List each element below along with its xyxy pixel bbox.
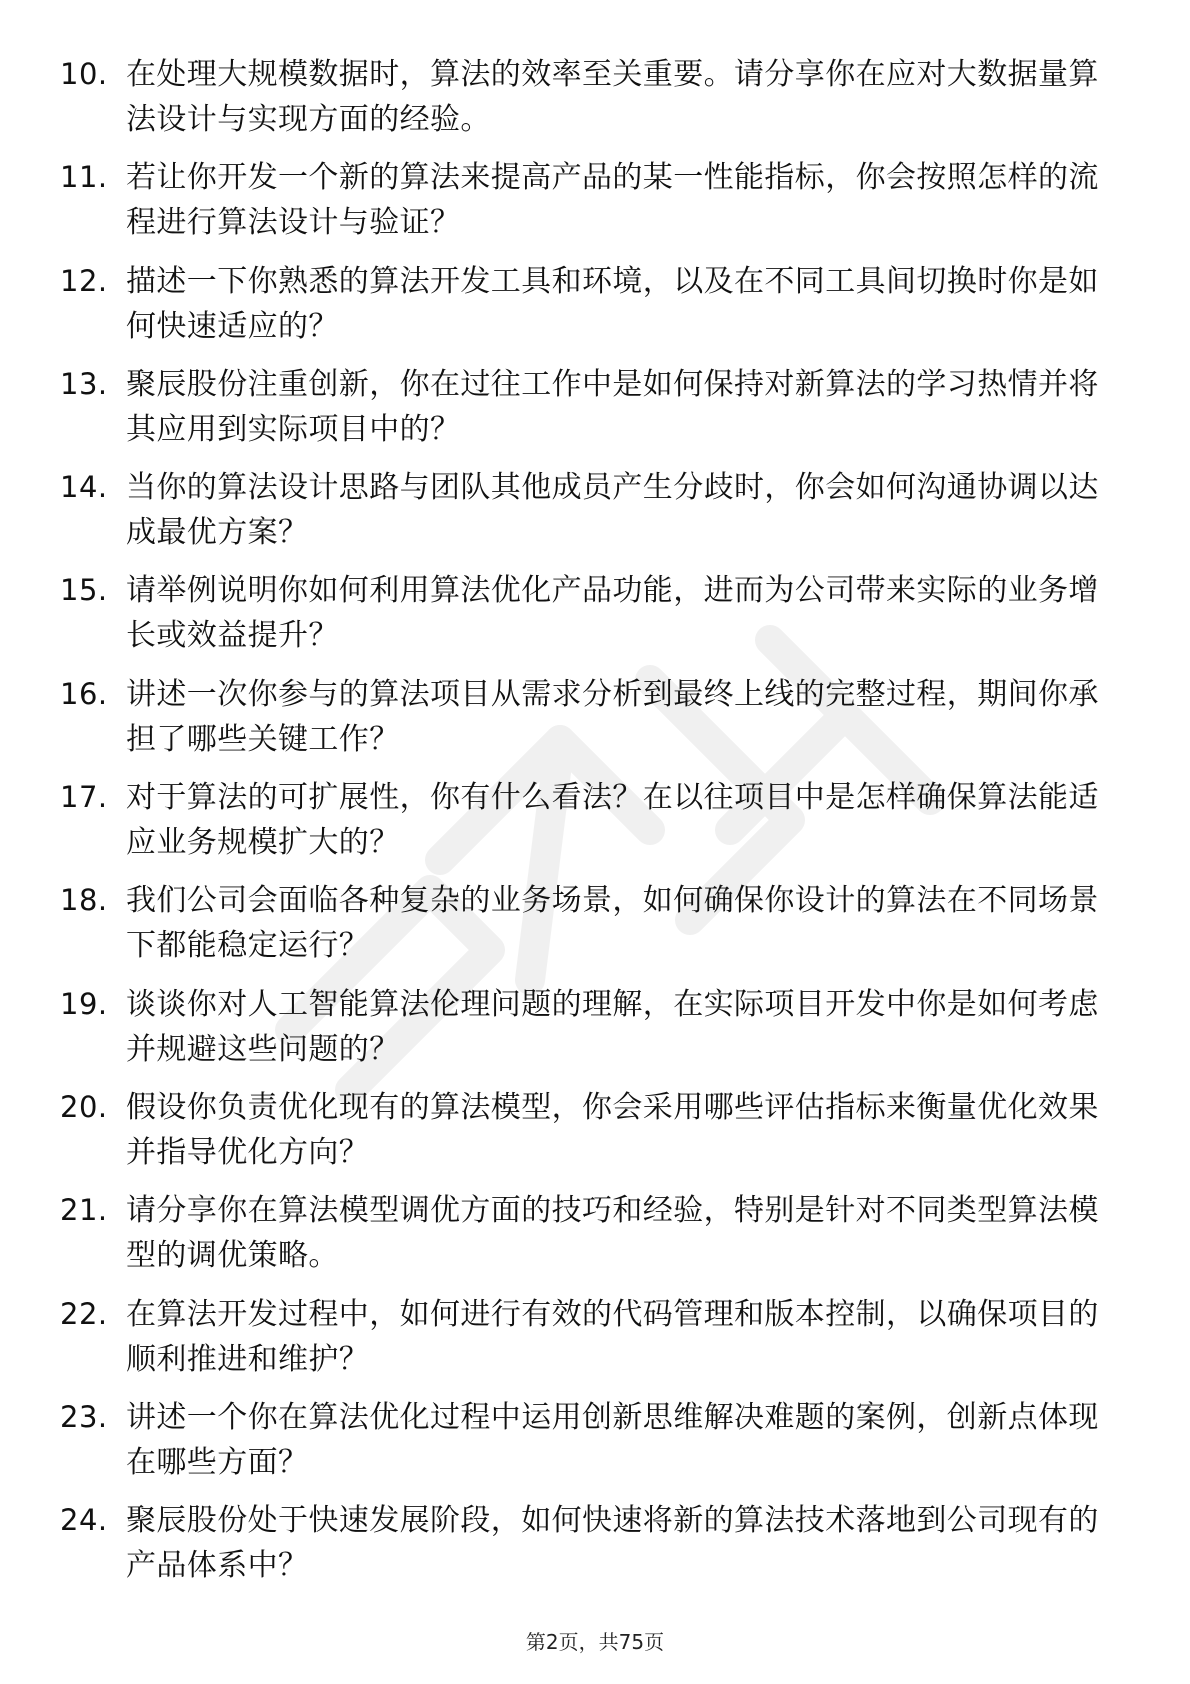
question-text: 请分享你在算法模型调优方面的技巧和经验，特别是针对不同类型算法模型的调优策略。: [126, 1193, 1099, 1274]
question-number: 15.: [60, 573, 108, 608]
list-item: [60, 52, 1120, 138]
question-number: 14.: [60, 470, 108, 505]
page-number-footer: 第2页，共75页: [525, 1630, 665, 1654]
question-number: 21.: [60, 1193, 108, 1228]
question-number: 22.: [60, 1296, 108, 1331]
question-number: 20.: [60, 1089, 108, 1124]
question-number: 24.: [60, 1503, 108, 1538]
question-text: 讲述一次你参与的算法项目从需求分析到最终上线的完整过程，期间你承担了哪些关键工作？: [126, 676, 1099, 757]
question-number: 12.: [60, 263, 108, 298]
list-item: [60, 362, 1120, 448]
question-text: 讲述一个你在算法优化过程中运用创新思维解决难题的案例，创新点体现在哪些方面？: [126, 1399, 1099, 1480]
list-item: [60, 1188, 1120, 1274]
question-text: 在处理大规模数据时，算法的效率至关重要。请分享你在应对大数据量算法设计与实现方面的经验。: [126, 57, 1099, 137]
question-number: 18.: [60, 883, 108, 918]
question-text: 假设你负责优化现有的算法模型，你会采用哪些评估指标来衡量优化效果并指导优化方向？: [126, 1089, 1099, 1170]
list-item: [60, 568, 1120, 654]
list-item: [60, 878, 1120, 964]
question-text: 谈谈你对人工智能算法伦理问题的理解，在实际项目开发中你是如何考虑并规避这些问题的？: [126, 986, 1099, 1067]
list-item: [60, 1292, 1120, 1378]
question-text: 对于算法的可扩展性，你有什么看法？在以往项目中是怎样确保算法能适应业务规模扩大的？: [126, 780, 1099, 861]
list-item: [60, 672, 1120, 758]
question-text: 当你的算法设计思路与团队其他成员产生分歧时，你会如何沟通协调以达成最优方案？: [126, 470, 1099, 551]
list-item: [60, 982, 1120, 1068]
list-item: [60, 775, 1120, 861]
question-number: 11.: [60, 160, 108, 195]
question-number: 16.: [60, 676, 108, 711]
list-item: [60, 155, 1120, 241]
question-list: [60, 52, 1120, 1601]
question-text: 描述一下你熟悉的算法开发工具和环境，以及在不同工具间切换时你是如何快速适应的？: [126, 263, 1099, 344]
question-text: 在算法开发过程中，如何进行有效的代码管理和版本控制，以确保项目的顺利推进和维护？: [126, 1296, 1099, 1377]
question-number: 17.: [60, 780, 108, 815]
list-item: [60, 1085, 1120, 1171]
question-text: 聚辰股份注重创新，你在过往工作中是如何保持对新算法的学习热情并将其应用到实际项目中的？: [126, 366, 1099, 447]
list-item: [60, 259, 1120, 345]
list-item: [60, 465, 1120, 551]
question-number: 23.: [60, 1399, 108, 1434]
list-item: [60, 1395, 1120, 1481]
question-number: 13.: [60, 366, 108, 401]
list-item: [60, 1498, 1120, 1584]
question-text: 聚辰股份处于快速发展阶段，如何快速将新的算法技术落地到公司现有的产品体系中？: [126, 1503, 1099, 1584]
question-text: 请举例说明你如何利用算法优化产品功能，进而为公司带来实际的业务增长或效益提升？: [126, 573, 1099, 654]
question-text: 我们公司会面临各种复杂的业务场景，如何确保你设计的算法在不同场景下都能稳定运行？: [126, 883, 1099, 964]
question-number: 10.: [60, 57, 108, 91]
question-text: 若让你开发一个新的算法来提高产品的某一性能指标，你会按照怎样的流程进行算法设计与验证？: [126, 160, 1099, 241]
question-number: 19.: [60, 986, 108, 1021]
